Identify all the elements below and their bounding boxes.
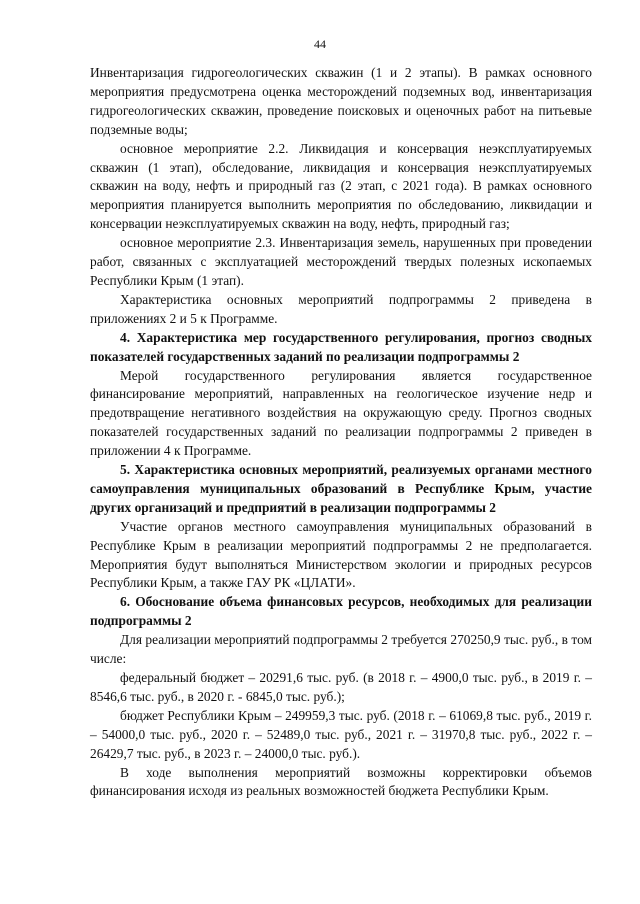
paragraph-inventory-wells: Инвентаризация гидрогеологических скважин (1 и 2 этапы). В рамках основного мероприятия предусмотрена оценка месторождений подземных вод, инвентаризация гидрогеологических скважин, проведение поисковых и оценочных работ на питьевые подземные воды; xyxy=(90,65,592,137)
section-heading-6: 6. Обоснование объема финансовых ресурсов, необходимых для реализации подпрограммы 2 xyxy=(90,594,592,629)
paragraph-funding-total: Для реализации мероприятий подпрограммы 2 требуется 270250,9 тыс. руб., в том числе: xyxy=(90,632,592,667)
paragraph-state-regulation: Мерой государственного регулирования является государственное финансирование мероприятий, направленных на геологическое изучение недр и предотвращение негативного воздействия на окружающую среду. Прогноз сводных показателей государственных заданий по реализации подпрограммы 2 приведен в приложении 4 к Программе. xyxy=(90,367,592,459)
paragraph-measure-2-2: основное мероприятие 2.2. Ликвидация и консервация неэксплуатируемых скважин (1 этап), обследование, ликвидация и консервация неэксплуатируемых скважин на воду, нефть и природный газ (2 этап, с 2021 года). В рамках основного мероприятия планируется выполнить мероприятия по обследованию, ликвидации и консервации неэксплуатируемых скважин на воду, нефть, природный газ; xyxy=(90,140,592,232)
paragraph-measure-2-3: основное мероприятие 2.3. Инвентаризация земель, нарушенных при проведении работ, связанных с эксплуатацией месторождений твердых полезных ископаемых Республики Крым (1 этап). xyxy=(90,235,592,288)
section-heading-5: 5. Характеристика основных мероприятий, реализуемых органами местного самоуправления муниципальных образований в Республике Крым, участие других организаций и предприятий в реализации подпрограммы 2 xyxy=(90,462,592,515)
paragraph-funding-adjustments: В ходе выполнения мероприятий возможны корректировки объемов финансирования исходя из реальных возможностей бюджета Республики Крым. xyxy=(90,764,592,799)
section-heading-4: 4. Характеристика мер государственного регулирования, прогноз сводных показателей государственных заданий по реализации подпрограммы 2 xyxy=(90,329,592,364)
paragraph-local-government: Участие органов местного самоуправления муниципальных образований в Республике Крым в реализации мероприятий подпрограммы 2 не предполагается. Мероприятия будут выполняться Министерством экологии и природных ресурсов Республики Крым, а также ГАУ РК «ЦЛАТИ». xyxy=(90,518,592,591)
paragraph-federal-budget: федеральный бюджет – 20291,6 тыс. руб. (в 2018 г. – 4900,0 тыс. руб., в 2019 г. – 8546,6 тыс. руб., в 2020 г. - 6845,0 тыс. руб.); xyxy=(90,670,592,704)
paragraph-measures-characteristics: Характеристика основных мероприятий подпрограммы 2 приведена в приложениях 2 и 5 к Программе. xyxy=(90,291,592,326)
paragraph-regional-budget: бюджет Республики Крым – 249959,3 тыс. руб. (2018 г. – 61069,8 тыс. руб., 2019 г. – 54000,0 тыс. руб., 2020 г. – 52489,0 тыс. руб., 2021 г. – 31970,8 тыс. руб., 2022 г. – 26429,7 тыс. руб., в 2023 г. – 24000,0 тыс. руб.). xyxy=(90,707,592,761)
document-body xyxy=(90,64,592,801)
page-number: 44 xyxy=(314,37,326,51)
